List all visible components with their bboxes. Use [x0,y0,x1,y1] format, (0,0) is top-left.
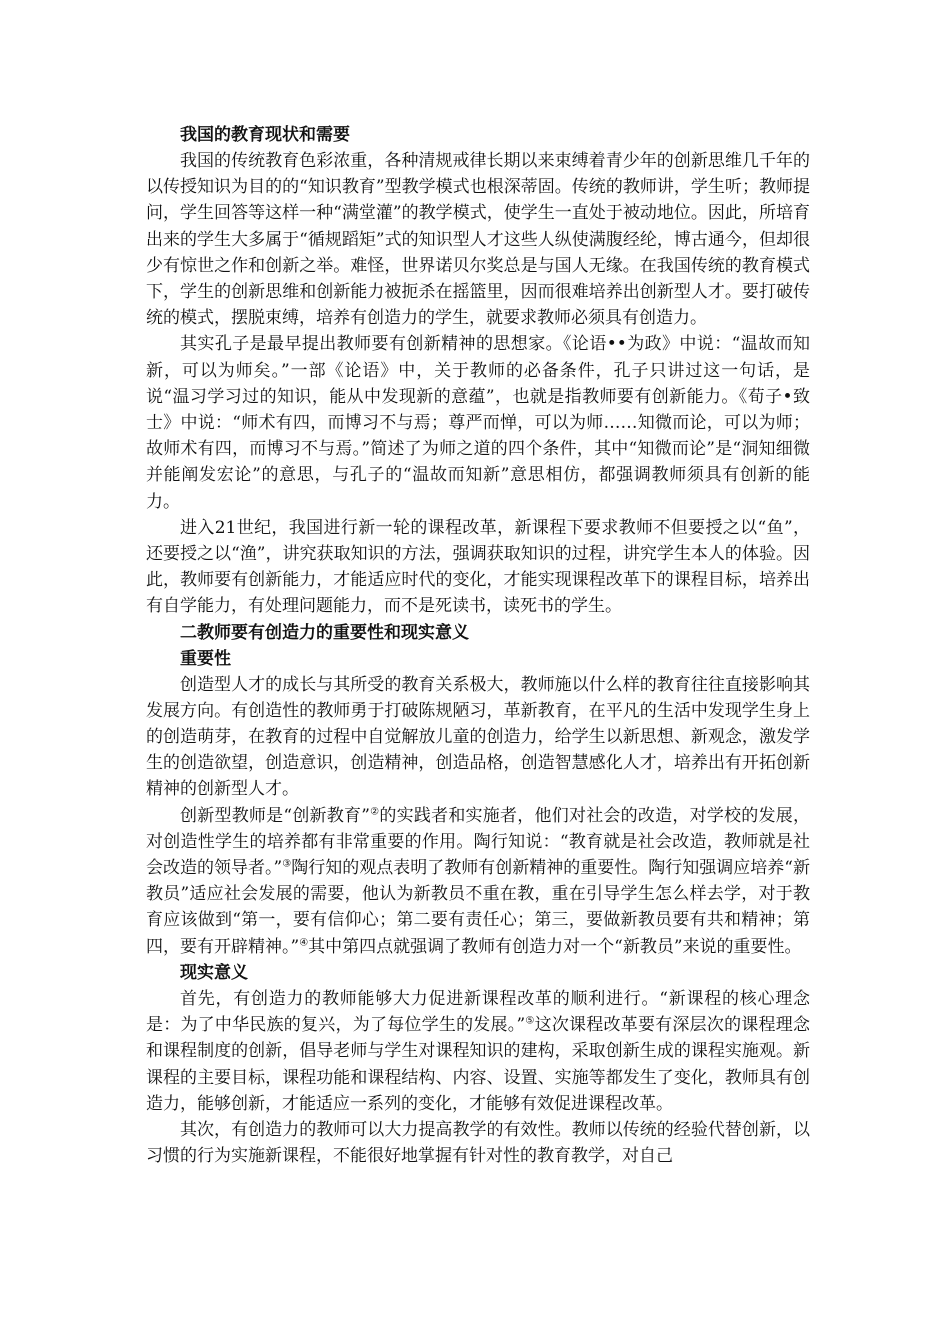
paragraph-traditional-education: 我国的传统教育色彩浓重，各种清规戒律长期以来束缚着青少年的创新思维几千年的以传授知识为目的的“知识教育”型教学模式也根深蒂固。传统的教师讲，学生听；教师提问，学生回答等这样一种“满堂灌”的教学模式，使学生一直处于被动地位。因此，所培育出来的学生大多属于“循规蹈矩”式的知识型人才这些人纵使满腹经纶，博古通今，但却很少有惊世之作和创新之举。难怪，世界诺贝尔奖总是与国人无缘。在我国传统的教育模式下，学生的创新思维和创新能力被扼杀在摇篮里，因而很难培养出创新型人才。要打破传统的模式，摆脱束缚，培养有创造力的学生，就要求教师必须具有创造力。 [146,151,810,329]
paragraph-creative-talent: 创造型人才的成长与其所受的教育关系极大，教师施以什么样的教育往往直接影响其发展方向。有创造性的教师勇于打破陈规陋习，革新教育，在平凡的生活中发现学生身上的创造萌芽，在教育的过程中自觉解放儿童的创造力，给学生以新思想、新观念，激发学生的创造欲望，创造意识，创造精神，创造品格，创造智慧感化人才，培养出有开拓创新精神的创新型人才。 [146,674,810,800]
text-segment: 的实践者和实施者，他们对社会的改造，对学校的发展，对创造性学生的培养都有非常重要的作用。陶行知说：“教育就是社会改造，教师就是社会改造的领导者。” [146,805,810,879]
paragraph-curriculum-reform [146,986,810,1117]
text-segment: 创新型教师是“创新教育” [180,805,370,826]
document-page [146,122,810,1169]
paragraph-21st-century: 进入21世纪，我国进行新一轮的课程改革，新课程下要求教师不但要授之以“鱼”，还要授之以“渔”，讲究获取知识的方法，强调获取知识的过程，讲究学生本人的体验。因此，教师要有创新能力，才能适应时代的变化，才能实现课程改革下的课程目标，培养出有自学能力，有处理问题能力，而不是死读书，读死书的学生。 [146,517,810,617]
text-segment: 这次课程改革要有深层次的课程理念和课程制度的创新，倡导老师与学生对课程知识的建构，采取创新生成的课程实施观。新课程的主要目标，课程功能和课程结构、内容、设置、实施等都发生了变化，教师具有创造力，能够创新，才能适应一系列的变化，才能够有效促进课程改革。 [146,1015,810,1114]
subheading-practical-significance: 现实意义 [180,962,248,983]
paragraph-innovative-teacher [146,803,810,960]
footnote-ref-3: ③ [282,858,292,870]
section-heading-education-status: 我国的教育现状和需要 [180,125,350,145]
paragraph-teaching-effectiveness: 其次，有创造力的教师可以大力提高教学的有效性。教师以传统的经验代替创新，以习惯的行为实施新课程，不能很好地掌握有针对性的教育教学，对自己 [146,1119,810,1167]
text-segment: 陶行知的观点表明了教师有创新精神的重要性。陶行知强调应培养“新教员”适应社会发展的需要，他认为新教员不重在教，重在引导学生怎么样去学，对于教育应该做到“第一，要有信仰心；第二要有责任心；第三，要做新教员要有共和精神；第四，要有开辟精神。” [146,858,810,957]
text-segment: 首先，有创造力的教师能够大力促进新课程改革的顺利进行。“新课程的核心理念是：为了中华民族的复兴，为了每位学生的发展。” [146,988,810,1036]
footnote-ref-5: ⑤ [525,1015,535,1027]
section-heading-importance-significance: 二教师要有创造力的重要性和现实意义 [180,622,469,643]
subheading-importance: 重要性 [180,648,231,669]
paragraph-confucius: 其实孔子是最早提出教师要有创新精神的思想家。《论语••为政》中说：“温故而知新，可以为师矣。”一部《论语》中，关于教师的必备条件，孔子只讲过这一句话，是说“温习学习过的知识，能从中发现新的意蕴”，也就是指教师要有创新能力。《荀子•致士》中说：“师术有四，而博习不与焉；尊严而惮，可以为师……知微而论，可以为师；故师术有四，而博习不与焉。”简述了为师之道的四个条件，其中“知微而论”是“洞知细微并能阐发宏论”的意思，与孔子的“温故而知新”意思相仿，都强调教师须具有创新的能力。 [146,334,810,512]
text-segment: 其中第四点就强调了教师有创造力对一个“新教员”来说的重要性。 [308,936,802,957]
footnote-ref-4: ④ [299,937,309,949]
footnote-ref-2: ② [369,806,380,818]
